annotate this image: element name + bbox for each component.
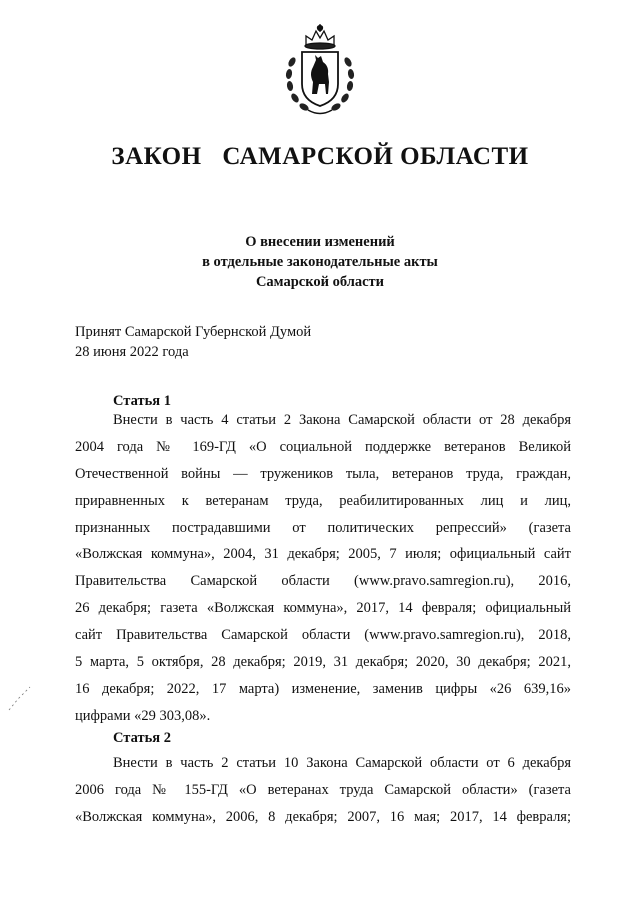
law-title-word: ЗАКОН bbox=[111, 143, 202, 170]
margin-pen-mark bbox=[6, 683, 36, 713]
law-title-word: САМАРСКОЙ bbox=[222, 143, 394, 170]
law-title bbox=[0, 143, 640, 171]
adoption-info bbox=[75, 322, 311, 362]
adopted-date: 28 июня 2022 года bbox=[75, 344, 189, 360]
text-line: 2006 года № 155-ГД «О ветеранах труда Самарской области» (газета bbox=[75, 781, 571, 798]
text-line: Внести в часть 2 статьи 10 Закона Самарской области от 6 декабря bbox=[113, 755, 571, 771]
text-line: приравненных к ветеранам труда, реабилитированных лиц и лиц, bbox=[75, 492, 571, 509]
text-line: 16 декабря; 2022, 17 марта) изменение, заменив цифры «26 639,16» bbox=[75, 680, 571, 697]
text-line: цифрами «29 303,08». bbox=[75, 707, 211, 724]
article-body bbox=[75, 750, 571, 831]
text-line: 2004 года № 169-ГД «О социальной поддержке ветеранов Великой bbox=[75, 438, 571, 455]
text-line: Внести в часть 4 статьи 2 Закона Самарской области от 28 декабря bbox=[113, 412, 571, 428]
coat-of-arms-icon bbox=[282, 22, 358, 118]
law-title-word: ОБЛАСТИ bbox=[400, 143, 529, 170]
subject-line: в отдельные законодательные акты bbox=[202, 254, 438, 270]
law-subject bbox=[0, 232, 640, 292]
text-line: Правительства Самарской области (www.pravo.samregion.ru), 2016, bbox=[75, 573, 571, 590]
text-line: сайт Правительства Самарской области (www.pravo.samregion.ru), 2018, bbox=[75, 627, 571, 644]
text-line: «Волжская коммуна», 2006, 8 декабря; 2007, 16 мая; 2017, 14 февраля; bbox=[75, 808, 571, 825]
subject-line: О внесении изменений bbox=[245, 234, 395, 250]
text-line: 5 марта, 5 октября, 28 декабря; 2019, 31 декабря; 2020, 30 декабря; 2021, bbox=[75, 654, 571, 671]
article-heading: Статья 2 bbox=[113, 730, 171, 746]
text-line: Отечественной войны — тружеников тыла, ветеранов труда, граждан, bbox=[75, 465, 571, 482]
article-heading: Статья 1 bbox=[113, 393, 171, 409]
article-body bbox=[75, 407, 571, 730]
text-line: признанных пострадавшими от политических репрессий» (газета bbox=[75, 519, 571, 536]
text-line: 26 декабря; газета «Волжская коммуна», 2017, 14 февраля; официальный bbox=[75, 600, 571, 617]
adopted-by: Принят Самарской Губернской Думой bbox=[75, 324, 312, 340]
subject-line: Самарской области bbox=[255, 274, 385, 290]
text-line: «Волжская коммуна», 2004, 31 декабря; 2005, 7 июля; официальный сайт bbox=[75, 546, 571, 563]
